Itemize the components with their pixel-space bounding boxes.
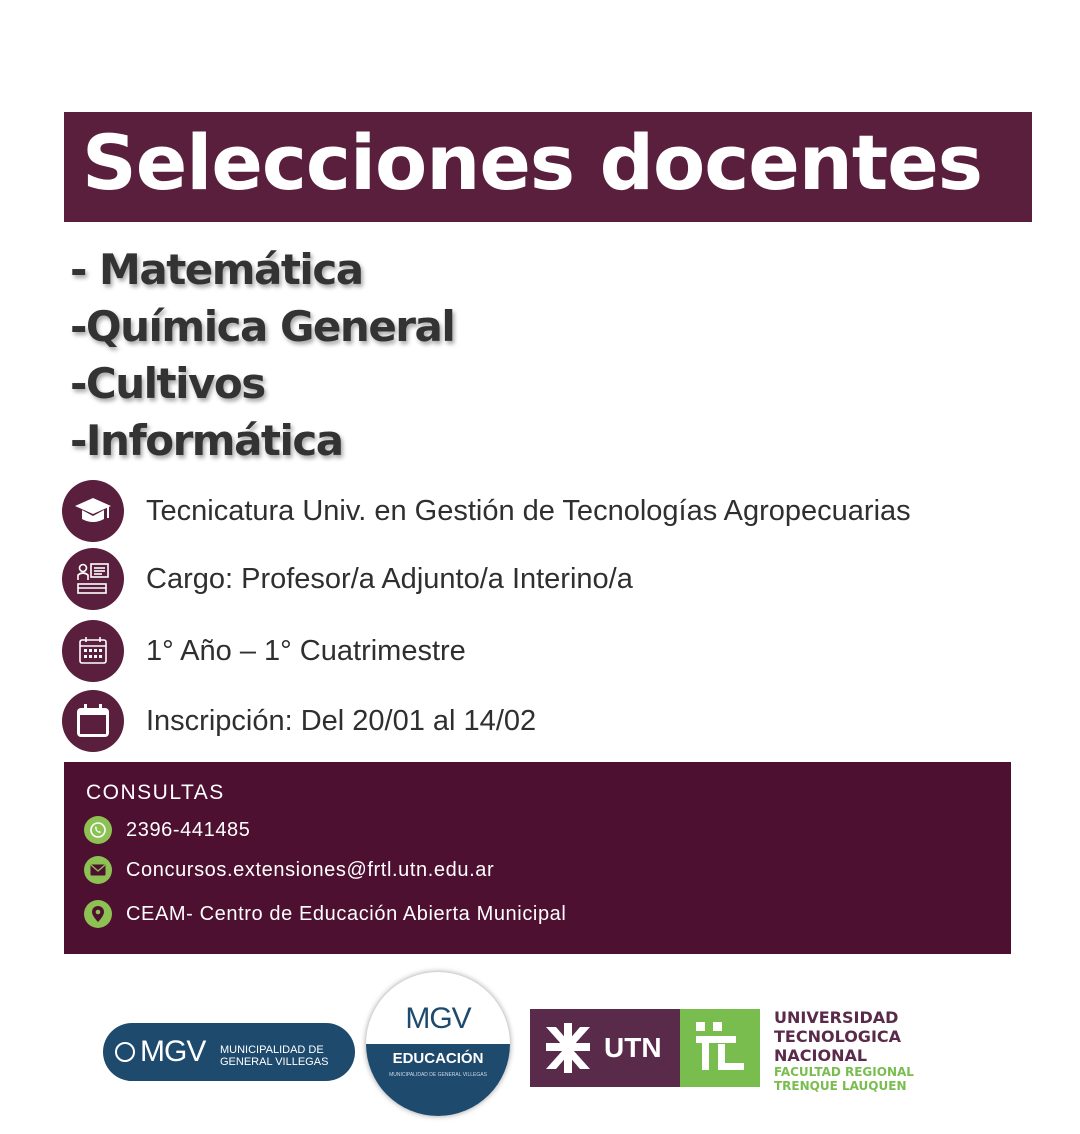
period-text: 1° Año – 1° Cuatrimestre: [146, 635, 466, 667]
detail-position: [62, 548, 1022, 612]
location-pin-icon: [84, 900, 112, 928]
utn-regional-line: TRENQUE LAUQUEN: [774, 1079, 907, 1093]
registration-text: Inscripción: Del 20/01 al 14/02: [146, 705, 537, 737]
utn-name-line: UNIVERSIDAD: [774, 1008, 899, 1027]
municipality-logo: [103, 1023, 355, 1081]
subject-item: - Matemática: [70, 245, 363, 294]
calendar-grid-icon: [62, 620, 124, 682]
utn-name-line: NACIONAL: [774, 1046, 868, 1065]
page-title: Selecciones docentes: [82, 118, 983, 207]
education-logo: [366, 972, 510, 1116]
utn-wordmark: UTN: [604, 1032, 662, 1063]
education-label: EDUCACIÓN: [392, 1050, 484, 1067]
utn-regional-emblem: [680, 1009, 760, 1087]
subject-item: -Química General: [70, 302, 455, 351]
career-text: Tecnicatura Univ. en Gestión de Tecnologías Agropecuarias: [146, 495, 911, 527]
mail-icon: [84, 856, 112, 884]
mgv-education-wordmark: MGV: [405, 1002, 471, 1035]
calendar-icon: [62, 690, 124, 752]
utn-name-line: TECNOLOGICA: [774, 1027, 902, 1046]
education-subtitle: MUNICIPALIDAD DE GENERAL VILLEGAS: [389, 1072, 487, 1078]
utn-regional-line: FACULTAD REGIONAL: [774, 1065, 914, 1079]
graduation-cap-icon: [62, 480, 124, 542]
municipal-seal-icon: [115, 1042, 135, 1062]
phone-number[interactable]: 2396-441485: [126, 819, 251, 841]
regional-emblem-icon: [692, 1018, 748, 1078]
teacher-board-icon: [62, 548, 124, 610]
location-text: CEAM- Centro de Educación Abierta Municipal: [126, 903, 567, 925]
contact-heading: CONSULTAS: [86, 781, 225, 804]
utn-emblem-icon: [540, 1019, 596, 1077]
position-text: Cargo: Profesor/a Adjunto/a Interino/a: [146, 563, 633, 595]
subject-item: -Cultivos: [70, 359, 265, 408]
email-address[interactable]: Concursos.extensiones@frtl.utn.edu.ar: [126, 859, 495, 881]
municipality-name: MUNICIPALIDAD DE GENERAL VILLEGAS: [220, 1044, 329, 1068]
utn-logo-block: [530, 1009, 680, 1087]
detail-career: [62, 480, 1022, 544]
subjects-list: [70, 244, 454, 472]
utn-name-block: [774, 1008, 914, 1093]
detail-registration: [62, 690, 1022, 754]
subject-item: -Informática: [70, 416, 343, 465]
whatsapp-icon: [84, 816, 112, 844]
detail-period: [62, 620, 1022, 684]
mgv-wordmark: MGV: [140, 1035, 206, 1068]
